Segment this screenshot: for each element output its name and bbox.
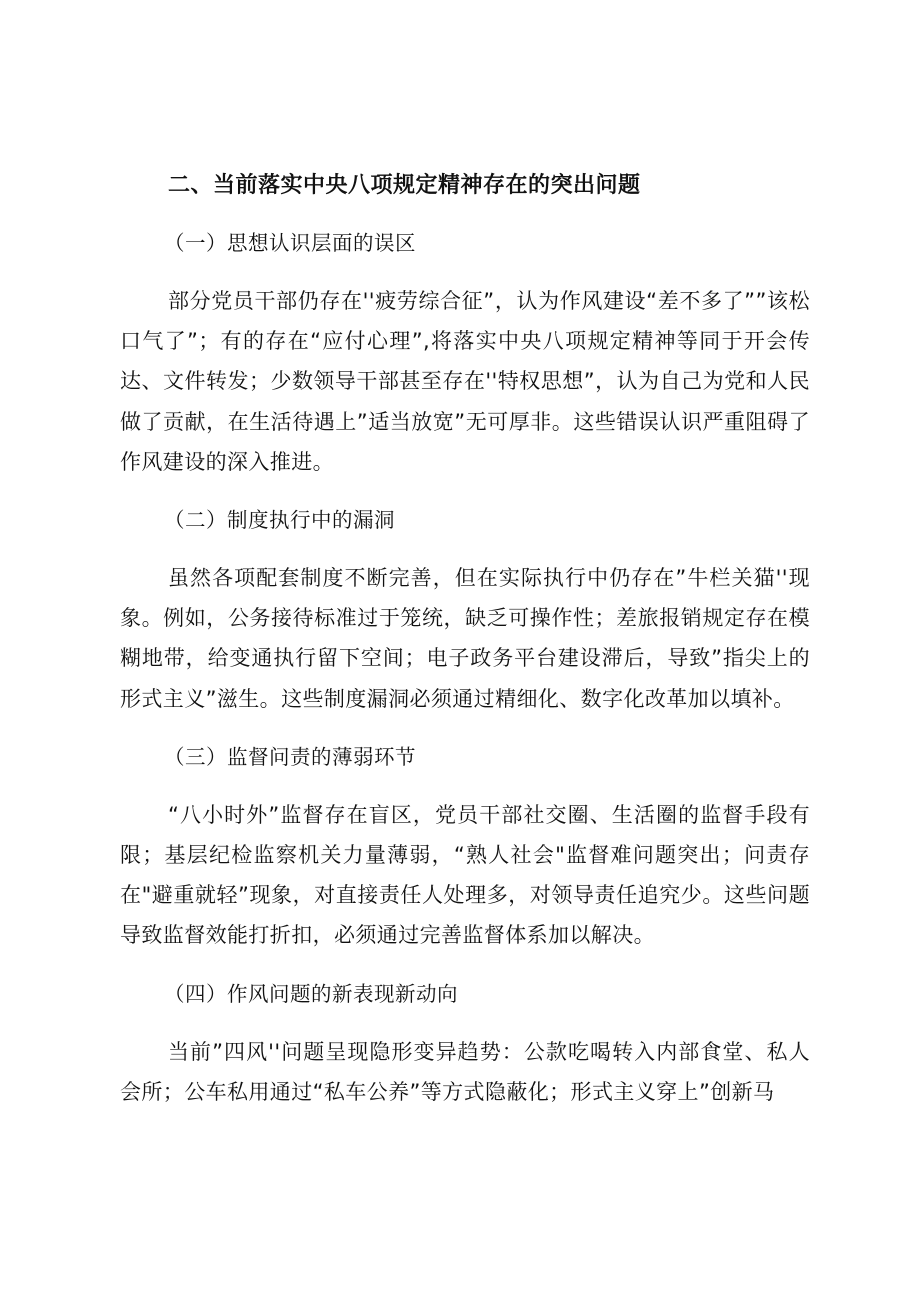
spacer	[120, 1014, 810, 1032]
spacer	[120, 956, 810, 974]
subsection-heading-1: （一）思想认识层面的误区	[164, 231, 416, 255]
spacer	[120, 540, 810, 558]
spacer	[120, 263, 810, 281]
spacer	[120, 719, 810, 737]
document-body	[120, 166, 810, 1112]
spacer	[120, 482, 810, 500]
section-title: 二、当前落实中央八项规定精神存在的突出问题	[168, 173, 641, 198]
subsection-paragraph-1: 部分党员干部仍存在''疲劳综合征”，认为作风建设“差不多了””该松口气了”；有的存在“应付心理”,将落实中央八项规定精神等同于开会传达、文件转发；少数领导干部甚至存在''特权思想”，认为自己为党和人民做了贡献，在生活待遇上”适当放宽”无可厚非。这些错误认识严重阻碍了作风建设的深入推进。	[120, 289, 810, 474]
subsection-heading-3: （三）监督问责的薄弱环节	[164, 744, 416, 769]
subsection-heading-4: （四）作风问题的新表现新动向	[164, 981, 458, 1006]
spacer	[120, 206, 810, 223]
subsection-paragraph-3: “八小时外”监督存在盲区，党员干部社交圈、生活圈的监督手段有限；基层纪检监察机关力量薄弱，“熟人社会"监督难问题突出；问责存在"避重就轻”现象，对直接责任人处理多，对领导责任追究少。这些问题导致监督效能打折扣，必须通过完善监督体系加以解决。	[120, 802, 810, 948]
subsection-heading-2: （二）制度执行中的漏洞	[164, 508, 395, 533]
spacer	[120, 777, 810, 795]
subsection-paragraph-4: 当前”四风''问题呈现隐形变异趋势：公款吃喝转入内部食堂、私人会所；公车私用通过“私车公养”等方式隐蔽化；形式主义穿上”创新马	[120, 1039, 810, 1104]
subsection-paragraph-2: 虽然各项配套制度不断完善，但在实际执行中仍存在”牛栏关猫''现象。例如，公务接待标准过于笼统，缺乏可操作性；差旅报销规定存在模糊地带，给变通执行留下空间；电子政务平台建设滞后，导致”指尖上的形式主义”滋生。这些制度漏洞必须通过精细化、数字化改革加以填补。	[120, 566, 810, 711]
